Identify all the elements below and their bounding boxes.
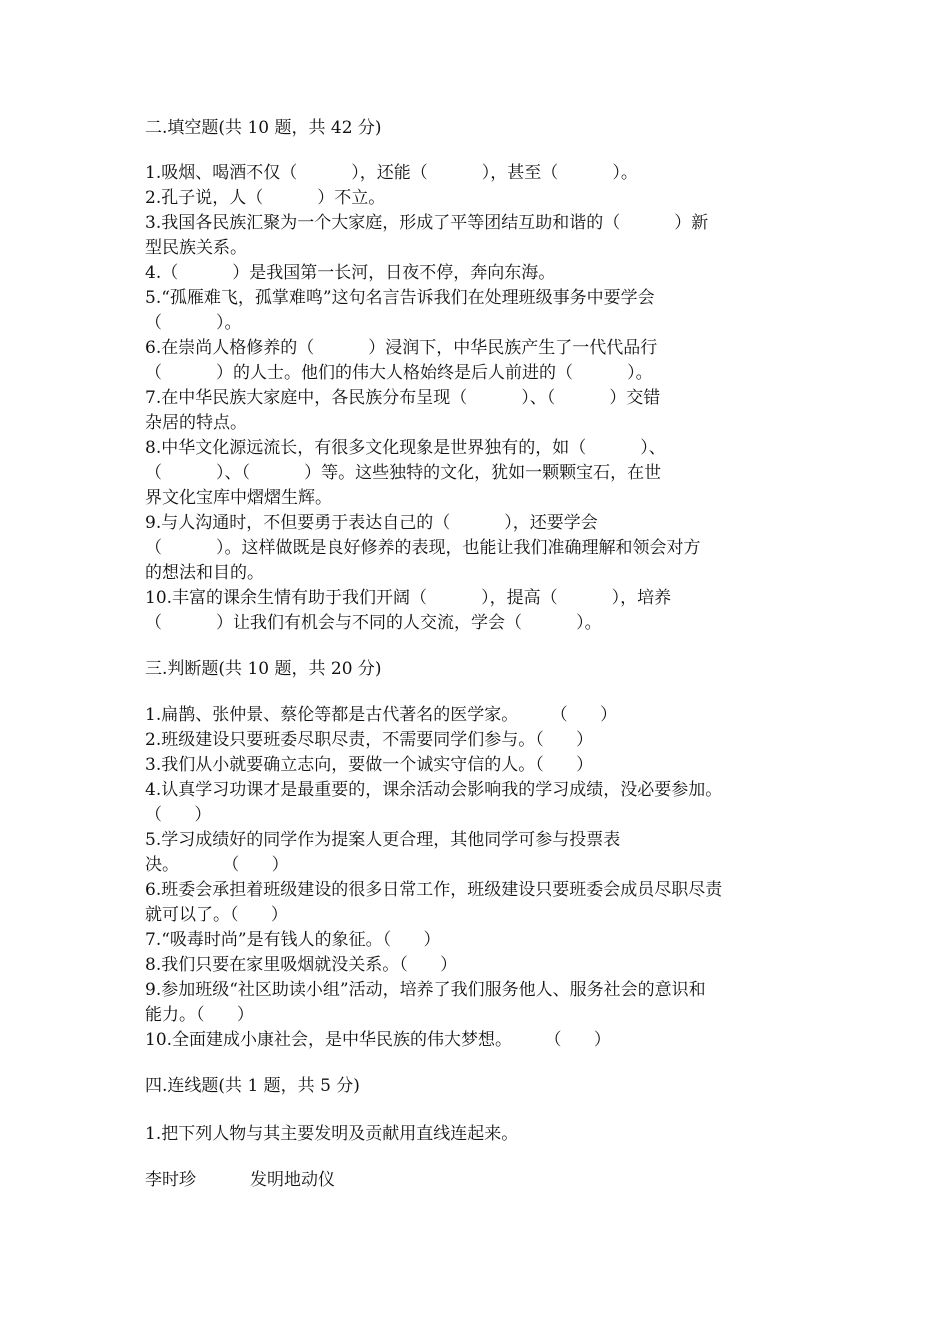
question-line: 6.在崇尚人格修养的（ ）浸润下，中华民族产生了一代代品行: [145, 338, 658, 358]
question-line: 10.全面建成小康社会，是中华民族的伟大梦想。 （ ）: [145, 1030, 611, 1050]
question-line: 就可以了。（ ）: [145, 905, 288, 925]
question-line: 4.认真学习功课才是最重要的，课余活动会影响我的学习成绩，没必要参加。: [145, 780, 723, 800]
question-line: 9.与人沟通时，不但要勇于表达自己的（ ），还要学会: [145, 513, 598, 533]
question-line: 2.孔子说，人（ ）不立。: [145, 188, 386, 208]
question-line: 9.参加班级“社区助读小组”活动，培养了我们服务他人、服务社会的意识和: [145, 980, 706, 1000]
question-line: 6.班委会承担着班级建设的很多日常工作，班级建设只要班委会成员尽职尽责: [145, 880, 723, 900]
question-line: 1.把下列人物与其主要发明及贡献用直线连起来。: [145, 1124, 519, 1144]
matching-row: 李时珍 发明地动仪: [145, 1170, 336, 1190]
question-line: 决。 （ ）: [145, 855, 289, 875]
question-line: 2.班级建设只要班委尽职尽责，不需要同学们参与。（ ）: [145, 730, 594, 750]
question-line: （ ）让我们有机会与不同的人交流，学会（ ）。: [145, 613, 602, 633]
question-line: 5.学习成绩好的同学作为提案人更合理，其他同学可参与投票表: [145, 830, 621, 850]
question-line: 型民族关系。: [145, 238, 247, 258]
question-line: 3.我国各民族汇聚为一个大家庭，形成了平等团结互助和谐的（ ）新: [145, 213, 709, 233]
question-line: 7.在中华民族大家庭中，各民族分布呈现（ ）、（ ）交错: [145, 388, 661, 408]
question-line: 10.丰富的课余生情有助于我们开阔（ ），提高（ ），培养: [145, 588, 672, 608]
question-line: 能力。（ ）: [145, 1005, 254, 1025]
question-line: （ ）、（ ）等。这些独特的文化，犹如一颗颗宝石，在世: [145, 463, 662, 483]
question-line: （ ）。这样做既是良好修养的表现，也能让我们准确理解和领会对方: [145, 538, 701, 558]
question-line: 1.扁鹊、张仲景、蔡伦等都是古代著名的医学家。 （ ）: [145, 705, 618, 725]
section-heading-fill-in: 二.填空题(共 10 题，共 42 分): [145, 118, 382, 138]
question-line: 8.我们只要在家里吸烟就没关系。（ ）: [145, 955, 458, 975]
question-line: 7.“吸毒时尚”是有钱人的象征。（ ）: [145, 930, 441, 950]
question-line: 1.吸烟、喝酒不仅（ ），还能（ ），甚至（ ）。: [145, 163, 638, 183]
question-line: 4.（ ）是我国第一长河，日夜不停，奔向东海。: [145, 263, 556, 283]
question-line: 的想法和目的。: [145, 563, 264, 583]
question-line: （ ）的人士。他们的伟大人格始终是后人前进的（ ）。: [145, 363, 653, 383]
question-line: 3.我们从小就要确立志向，要做一个诚实守信的人。（ ）: [145, 755, 594, 775]
question-line: 5.“孤雁难飞，孤掌难鸣”这句名言告诉我们在处理班级事务中要学会: [145, 288, 655, 308]
section-heading-true-false: 三.判断题(共 10 题，共 20 分): [145, 659, 382, 679]
question-line: （ ）。: [145, 313, 242, 333]
question-line: 界文化宝库中熠熠生辉。: [145, 488, 332, 508]
question-line: 杂居的特点。: [145, 413, 247, 433]
question-line: （ ）: [145, 805, 212, 825]
question-line: 8.中华文化源远流长，有很多文化现象是世界独有的，如（ ）、: [145, 438, 666, 458]
section-heading-matching: 四.连线题(共 1 题，共 5 分): [145, 1076, 360, 1096]
